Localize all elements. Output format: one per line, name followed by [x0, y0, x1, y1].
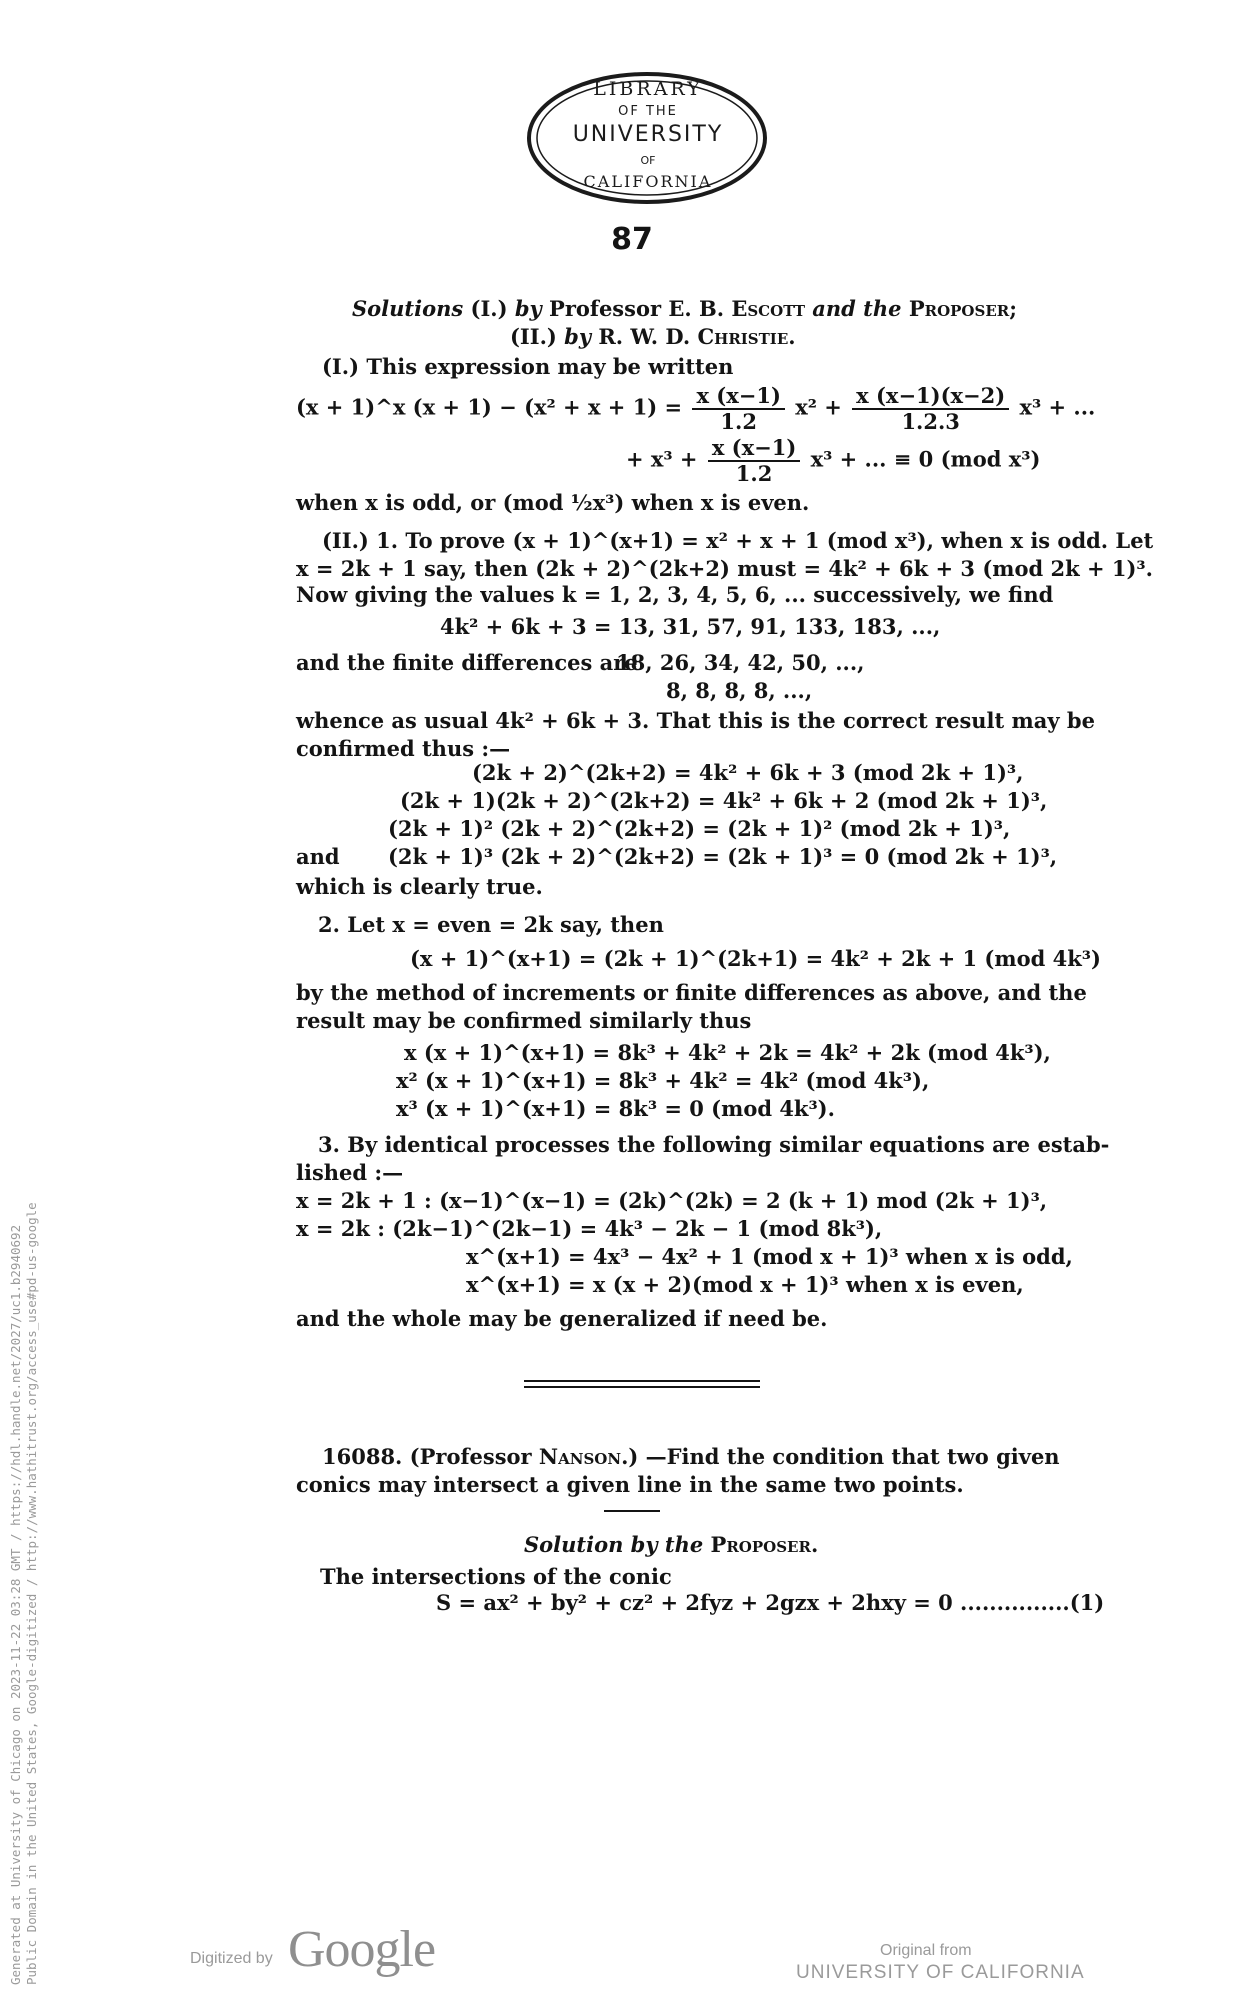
stamp-line-university: UNIVERSITY: [572, 122, 724, 147]
when-line: when x is odd, or (mod ½x³) when x is even.: [296, 490, 810, 515]
clearly-true-line: which is clearly true.: [296, 874, 543, 899]
finite-differences-label: and the finite differences are: [296, 650, 638, 675]
eq1-frac1-num: x (x−1): [692, 384, 784, 410]
heading-roman-one: (I.): [463, 296, 515, 321]
question-author: Nanson: [538, 1444, 622, 1469]
question-author-close: .) —: [621, 1444, 667, 1469]
heading-semicolon: ;: [1009, 296, 1017, 321]
eq2-lead: + x³ +: [626, 446, 698, 472]
digitized-by-label: Digitized by: [190, 1950, 273, 1967]
part3-line-3: result may be confirmed similarly thus: [296, 1008, 752, 1033]
solution-2-period: .: [810, 1532, 819, 1557]
part3-eq-2: x² (x + 1)^(x+1) = 8k³ + 4k² = 4k² (mod 4k³),: [396, 1068, 930, 1093]
university-of-california-label: UNIVERSITY OF CALIFORNIA: [796, 1962, 1085, 1983]
part2-line-2: x = 2k + 1 say, then (2k + 2)^(2k+2) must = 4k² + 6k + 3 (mod 2k + 1)³.: [296, 556, 1153, 581]
eq2-fraction: [708, 436, 800, 486]
part2-line-3: Now giving the values k = 1, 2, 3, 4, 5, 6, ... successively, we find: [296, 582, 1054, 607]
whence-line: whence as usual 4k² + 6k + 3. That this is the correct result may be: [296, 708, 1095, 733]
part4-eq-1: x = 2k + 1 : (x−1)^(x−1) = (2k)^(2k) = 2 (k + 1) mod (2k + 1)³,: [296, 1188, 1048, 1213]
section-rule-bottom: [524, 1386, 760, 1388]
part3-line-1: 2. Let x = even = 2k say, then: [318, 912, 664, 937]
part3-eq-3: x³ (x + 1)^(x+1) = 8k³ = 0 (mod 4k³).: [396, 1096, 835, 1121]
confirm-eq-4: (2k + 1)³ (2k + 2)^(2k+2) = (2k + 1)³ = 0 (mod 2k + 1)³,: [388, 844, 1058, 869]
original-from-label: Original from: [880, 1942, 972, 1959]
eq1-frac1-den: 1.2: [720, 409, 757, 434]
part2-line-1: (II.) 1. To prove (x + 1)^(x+1) = x² + x + 1 (mod x³), when x is odd. Let: [322, 528, 1154, 553]
confirmed-line: confirmed thus :—: [296, 736, 511, 761]
stamp-line-of: OF: [640, 154, 656, 167]
equation-2: [626, 436, 1040, 486]
question-text-1: Find the condition that two given: [666, 1444, 1060, 1469]
stamp-line-california: CALIFORNIA: [583, 172, 713, 191]
heading2-period: .: [788, 324, 796, 349]
eq2-tail: x³ + ... ≡ 0 (mod x³): [810, 446, 1041, 472]
library-stamp: [523, 68, 773, 210]
heading-proposer: Proposer: [908, 296, 1010, 321]
sequence-line: 4k² + 6k + 3 = 13, 31, 57, 91, 133, 183, ...,: [440, 614, 941, 639]
side-watermark: [8, 1202, 40, 1985]
solution-2-proposer: Proposer: [710, 1532, 811, 1557]
heading2-by: by: [564, 324, 592, 349]
section-rule-top: [524, 1380, 760, 1382]
generalized-line: and the whole may be generalized if need be.: [296, 1306, 828, 1331]
confirm-eq-2: (2k + 1)(2k + 2)^(2k+2) = 4k² + 6k + 2 (mod 2k + 1)³,: [400, 788, 1048, 813]
finite-differences-row-2: 8, 8, 8, 8, ...,: [666, 678, 813, 703]
google-logo: Google: [288, 1921, 436, 1978]
part4-line-2: lished :—: [296, 1160, 404, 1185]
equation-1: [296, 384, 1095, 434]
side-watermark-line-2: Public Domain in the United States, Google-digitized / http://www.hathitrust.org/access_use#pd-us-google: [24, 1202, 39, 1985]
question-author-open: (Professor: [402, 1444, 539, 1469]
part4-eq-4: x^(x+1) = x (x + 2)(mod x + 1)³ when x is even,: [466, 1272, 1024, 1297]
solution-2-equation: S = ax² + by² + cz² + 2fyz + 2gzx + 2hxy = 0 ...............(1): [436, 1590, 1105, 1615]
finite-differences-row-1: 18, 26, 34, 42, 50, ...,: [616, 650, 865, 675]
side-watermark-line-1: Generated at University of Chicago on 2023-11-22 03:28 GMT / https://hdl.handle.net/2027/uc1.b2940692: [8, 1224, 23, 1985]
question-number: 16088.: [322, 1444, 403, 1469]
eq1-mid: x² +: [795, 394, 842, 420]
solutions-heading-2: [510, 324, 796, 350]
part3-equation: (x + 1)^(x+1) = (2k + 1)^(2k+1) = 4k² + 2k + 1 (mod 4k³): [410, 946, 1101, 971]
part4-eq-3: x^(x+1) = 4x³ − 4x² + 1 (mod x + 1)³ when x is odd,: [466, 1244, 1073, 1269]
question-line-1: [322, 1444, 1060, 1470]
short-rule: [604, 1510, 660, 1512]
heading-and-the: and the: [804, 296, 909, 321]
eq1-frac2-num: x (x−1)(x−2): [852, 384, 1009, 410]
heading-solutions: Solutions: [352, 296, 464, 321]
intro-line: (I.) This expression may be written: [322, 354, 734, 379]
heading-by: by: [514, 296, 542, 321]
heading2-roman-two: (II.): [510, 324, 565, 349]
part4-line-1: 3. By identical processes the following similar equations are estab-: [318, 1132, 1110, 1157]
confirm-and: and: [296, 844, 340, 869]
solutions-heading: [352, 296, 1017, 322]
solution-2-heading-text: Solution by the: [524, 1532, 711, 1557]
stamp-line-library: LIBRARY: [593, 78, 703, 100]
eq1-fraction-2: [852, 384, 1009, 434]
part3-eq-1: x (x + 1)^(x+1) = 8k³ + 4k² + 2k = 4k² + 2k (mod 4k³),: [404, 1040, 1051, 1065]
part4-eq-2: x = 2k : (2k−1)^(2k−1) = 4k³ − 2k − 1 (mod 8k³),: [296, 1216, 883, 1241]
eq1-fraction-1: [692, 384, 784, 434]
page-number: 87: [611, 222, 653, 257]
confirm-eq-3: (2k + 1)² (2k + 2)^(2k+2) = (2k + 1)² (mod 2k + 1)³,: [388, 816, 1011, 841]
solution-2-line-1: The intersections of the conic: [320, 1564, 672, 1589]
eq2-frac-num: x (x−1): [708, 436, 800, 462]
eq1-lhs: (x + 1)^x (x + 1) − (x² + x + 1) =: [296, 394, 683, 420]
solution-2-heading: [524, 1532, 818, 1558]
question-line-2: conics may intersect a given line in the same two points.: [296, 1472, 964, 1497]
part3-line-2: by the method of increments or finite differences as above, and the: [296, 980, 1087, 1005]
eq1-frac2-den: 1.2.3: [901, 409, 960, 434]
heading2-rwd: R. W. D.: [591, 324, 698, 349]
confirm-eq-1: (2k + 2)^(2k+2) = 4k² + 6k + 3 (mod 2k + 1)³,: [472, 760, 1024, 785]
eq1-tail: x³ + ...: [1019, 394, 1096, 420]
heading-professor: Professor E. B.: [541, 296, 732, 321]
heading-escott: Escott: [731, 296, 805, 321]
heading2-christie: Christie: [697, 324, 789, 349]
eq2-frac-den: 1.2: [735, 461, 773, 486]
stamp-line-of-the: OF THE: [618, 104, 678, 119]
